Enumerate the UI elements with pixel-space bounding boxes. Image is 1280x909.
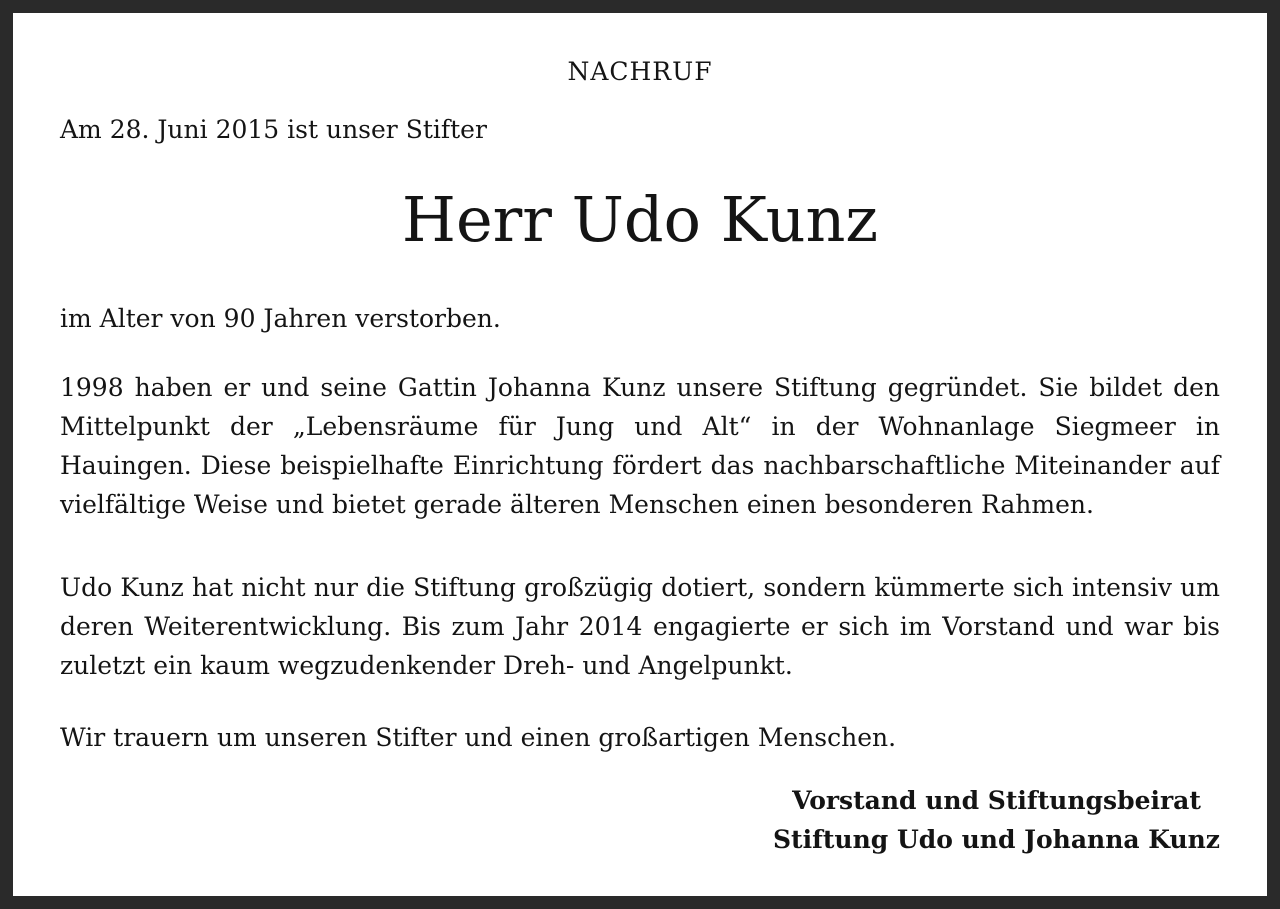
- notice-heading: NACHRUF: [567, 57, 713, 86]
- paragraph-mourning: Wir trauern um unseren Stifter und einen großartigen Menschen.: [60, 723, 897, 752]
- signature-line-board: Vorstand und Stiftungsbeirat: [792, 786, 1201, 815]
- paragraph-engagement: Udo Kunz hat nicht nur die Stiftung großzügig dotiert, sondern kümmerte sich intensiv um deren Weiterentwicklung. Bis zum Jahr 2014 engagierte er sich im Vorstand und war bis zuletzt ein kaum wegzudenkender Dreh- und Angelpunkt.: [60, 573, 1220, 680]
- age-line: im Alter von 90 Jahren verstorben.: [60, 304, 501, 333]
- signature-line-foundation: Stiftung Udo und Johanna Kunz: [773, 825, 1220, 854]
- intro-line: Am 28. Juni 2015 ist unser Stifter: [60, 115, 487, 144]
- obituary-notice: [13, 13, 1267, 896]
- paragraph-foundation: 1998 haben er und seine Gattin Johanna Kunz unsere Stiftung gegründet. Sie bildet den Mittelpunkt der „Lebensräume für Jung und Alt“ in der Wohnanlage Siegmeer in Hauingen. Diese beispielhafte Einrichtung fördert das nachbarschaftliche Miteinander auf vielfältige Weise und bietet gerade älteren Menschen einen besonderen Rahmen.: [60, 373, 1220, 519]
- signature-block: [773, 781, 1220, 859]
- deceased-name: Herr Udo Kunz: [401, 183, 879, 256]
